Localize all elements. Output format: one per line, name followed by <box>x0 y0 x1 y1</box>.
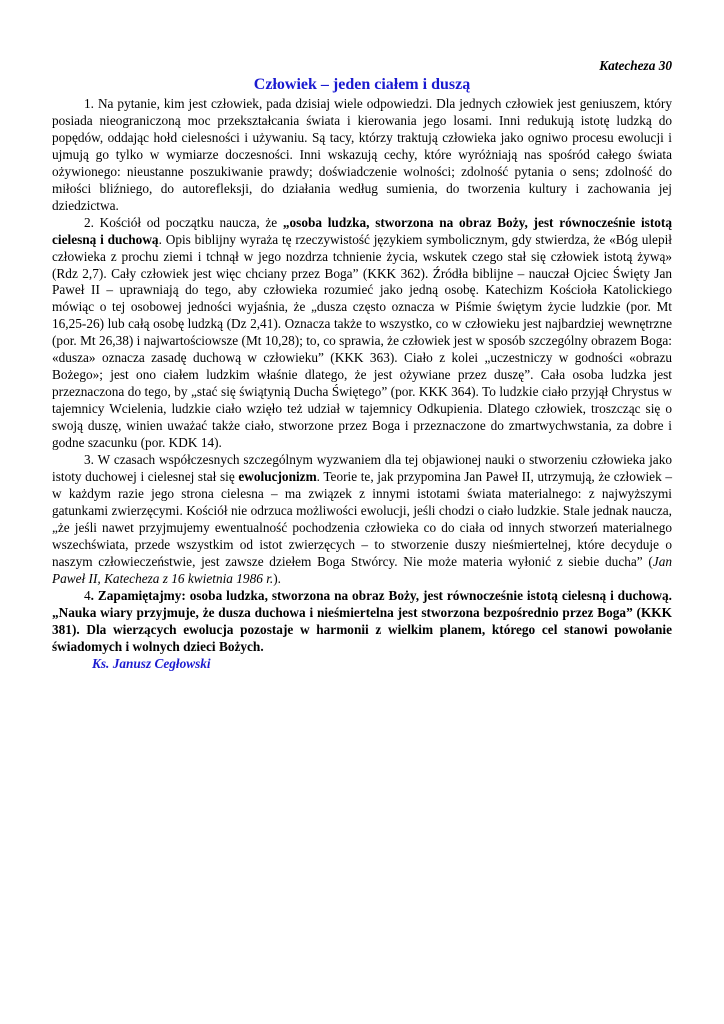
paragraph-3-lead: 3. W czasach współczesnych szczególnym wyzwaniem dla tej objawionej nauki o stworzeniu człowieka jako istoty duchowej i cielesnej stał się <box>52 452 672 484</box>
paragraph-4 <box>52 588 672 656</box>
paragraph-3-body: . Teorie te, jak przypomina Jan Paweł II, utrzymują, że człowiek – w każdym razie jego strona cielesna – ma związek z innymi istotami świata materialnego: z najwyższymi gatunkami zwierzęcymi. Kościół nie odrzuca możliwości ewolucji, jeśli chodzi o ciało ludzkie. Stale jednak naucza, „że jeśli nawet przyjmujemy ewentualność pochodzenia człowieka co do ciała od innych stworzeń materialnego wszechświata, przede wszystkim od istot zwierzęcych – to stworzenie duszy nieśmiertelnej, które decyduje o naszym człowieczeństwie, jest zawsze dziełem Boga Stwórcy. Nie może materia wyłonić z siebie ducha” ( <box>52 468 672 569</box>
author-signature: Ks. Janusz Cegłowski <box>92 656 211 672</box>
paragraph-4-summary: . Zapamiętajmy: osoba ludzka, stworzona na obraz Boży, jest równocześnie istotą cielesną i duchową. „Nauka wiary przyjmuje, że dusza duchowa i nieśmiertelna jest stworzona bezpośrednio przez Boga” (KKK 381). Dla wierzących ewolucja pozostaje w harmonii z wielkim planem, którego cel stanowi powołanie świadomych i wolnych dzieci Bożych. <box>52 587 672 654</box>
paragraph-3-citation: Jan Paweł II, Katecheza z 16 kwietnia 1986 r. <box>52 553 672 586</box>
paragraph-1: 1. Na pytanie, kim jest człowiek, pada dzisiaj wiele odpowiedzi. Dla jednych człowiek jest geniuszem, który posiada nieograniczoną moc przekształcania świata i kierowania jego losami. Inni redukują istotę ludzką do popędów, oddając hołd cielesności i używaniu. Są tacy, którzy traktują człowieka jako ogniwo procesu ewolucji i ujmują go tylko w wymiarze doczesności. Inni wskazują cechy, które wyróżniają nas spośród całego świata ożywionego: nieustanne poszukiwanie prawdy; doświadczenie wolności; zdolność pytania o sens; zdolność do miłości bliźniego, do autorefleksji, do działania według sumienia, do tworzenia kultury i zachowania jej dziedzictwa. <box>52 96 672 213</box>
paragraph-4-number: 4 <box>84 587 91 603</box>
catechesis-number: Katecheza 30 <box>599 58 672 73</box>
document-page <box>52 58 672 673</box>
page-title: Człowiek – jeden ciałem i duszą <box>253 76 471 93</box>
paragraph-2-bold-quote: „osoba ludzka, stworzona na obraz Boży, jest równocześnie istotą cielesną i duchową <box>52 214 672 247</box>
paragraph-3-bold-term: ewolucjonizm <box>238 468 317 484</box>
paragraph-3 <box>52 452 672 588</box>
paragraph-2 <box>52 215 672 452</box>
paragraph-3-end: ). <box>273 570 281 586</box>
paragraph-2-lead: 2. Kościół od początku naucza, że <box>84 214 283 230</box>
paragraph-2-body: . Opis biblijny wyraża tę rzeczywistość językiem symbolicznym, gdy stwierdza, że «Bóg ulepił człowieka z prochu ziemi i tchnął w jego nozdrza tchnienie życia, wskutek czego stał się człowiek istotą żywą» (Rdz 2,7). Cały człowiek jest więc chciany przez Boga” (KKK 362). Źródła biblijne – nauczał Ojciec Święty Jan Paweł II – uprawniają do tego, aby człowieka rozumieć jako jedną osobę. Katechizm Kościoła Katolickiego mówiąc o tej osobowej jedności wyjaśnia, że „dusza często oznacza w Piśmie świętym życie ludzkie (por. Mt 16,25-26) lub całą osobę ludzką (Dz 2,41). Oznacza także to wszystko, co w człowieku jest najbardziej wewnętrzne (por. Mt 26,38) i najwartościowsze (Mt 10,28); to, co sprawia, że człowiek jest w sposób szczególny obrazem Boga: «dusza» oznacza zasadę duchową w człowieku” (KKK 363). Ciało z kolei „uczestniczy w godności «obrazu Bożego»; jest ono ciałem ludzkim właśnie dlatego, że jest ożywiane przez duszę”. Cała osoba ludzka jest przeznaczona do tego, by „stać się świątynią Ducha Świętego” (por. KKK 364). To ludzkie ciało przyjął Chrystus w tajemnicy Wcielenia, ludzkie ciało wzięło też udział w tajemnicy Odkupienia. Dlatego człowiek, troszcząc się o swoją duszę, winien uważać także ciało, stworzone przez Boga i przeznaczone do zmartwychwstania, za dobre i godne szacunku (por. KDK 14). <box>52 231 672 451</box>
